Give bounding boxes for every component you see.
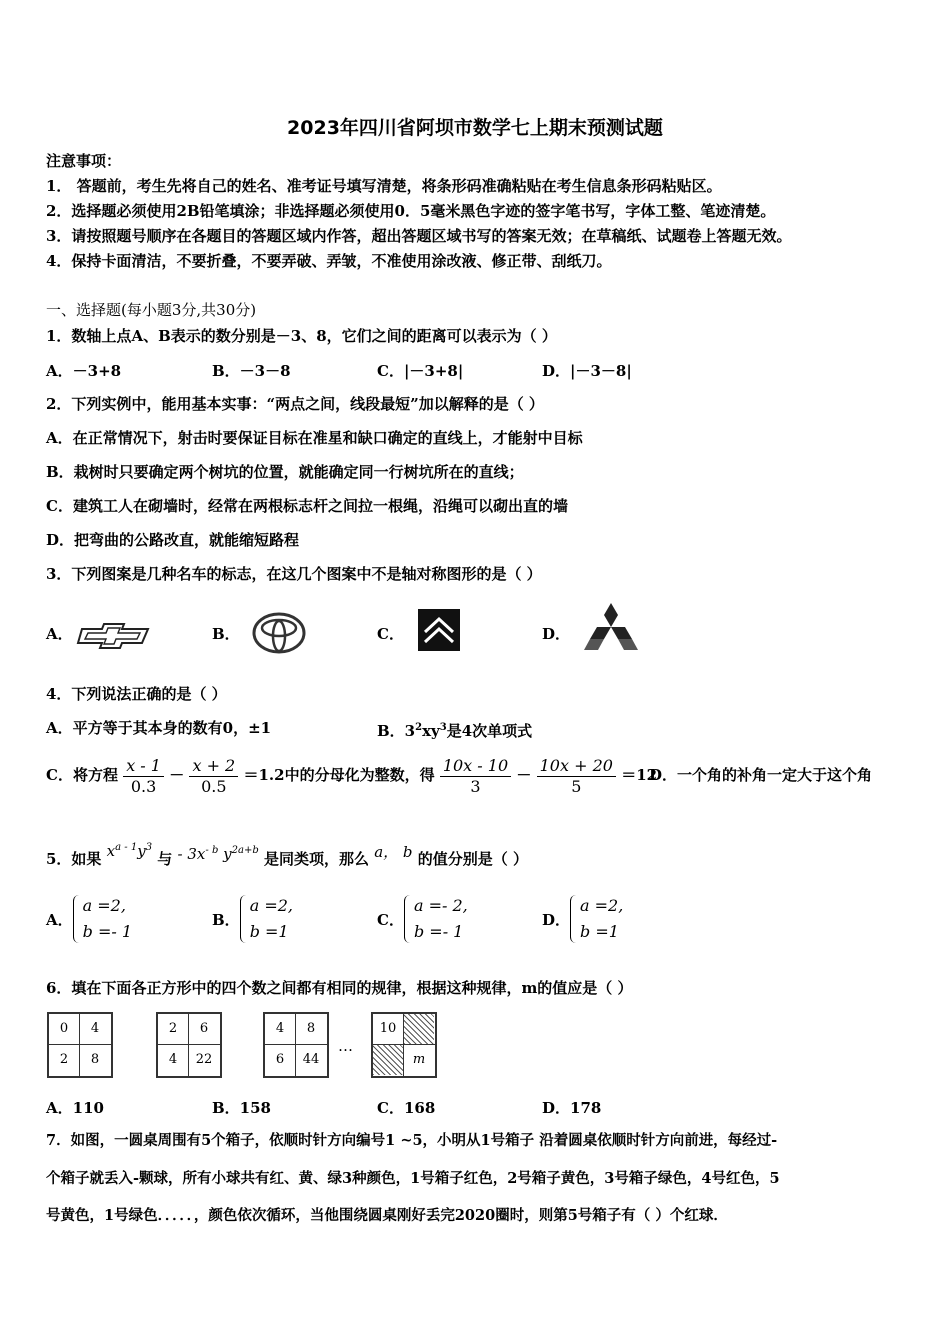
question-3-stem: 3．下列图案是几种名车的标志，在这几个图案中不是轴对称图形的是（ ） — [46, 565, 542, 583]
fraction-numerator: x - 1 — [126, 755, 161, 775]
question-7-line: 号黄色，1号绿色．．．．．，颜色依次循环，当他围绕圆桌刚好丢完2020圈时，则第5号箱子有（ ）个红球． — [46, 1207, 728, 1224]
fraction — [123, 756, 164, 797]
option-label: D． — [542, 910, 571, 929]
minus-sign: － — [516, 766, 532, 784]
option-d: D．|－3－8| — [542, 362, 632, 380]
question-5-stem — [46, 842, 529, 869]
shaded-cell — [373, 1045, 403, 1075]
question-7-line: 个箱子就丢入-颗球，所有小球共有红、黄、绿3种颜色，1号箱子红色，2号箱子黄色，3号箱子绿色，4号红色，5 — [46, 1170, 780, 1187]
option-d: D．把弯曲的公路改直，就能缩短路程 — [46, 531, 300, 549]
grid-cell: 2 — [59, 1052, 69, 1067]
brace-icon — [404, 895, 411, 943]
option-c-suffix: ＝12 — [621, 766, 658, 784]
question-1-stem: 1．数轴上点A、B表示的数分别是－3、8，它们之间的距离可以表示为（ ） — [46, 327, 557, 345]
term-2 — [178, 845, 259, 863]
fraction-numerator: 10x - 10 — [442, 755, 509, 775]
exponent: 3 — [439, 722, 447, 733]
option-c-prefix: C．将方程 — [46, 766, 118, 784]
exponent: 2 — [415, 722, 423, 733]
grid-cell: 0 — [59, 1021, 69, 1036]
notice-item: 1． 答题前，考生先将自己的姓名、准考证号填写清楚，将条形码准确粘贴在考生信息条形码粘贴区。 — [46, 177, 722, 195]
term-base: y — [223, 845, 232, 863]
stem-connector: 与 — [157, 850, 173, 868]
fraction — [537, 756, 616, 797]
question-7-line: 7．如图，一圆桌周围有5个箱子，依顺时针方向编号1 ~5，小明从1号箱子 沿着圆桌依顺时针方向前进，每经过- — [46, 1132, 778, 1149]
option-b — [377, 718, 532, 741]
option-a: A．－3+8 — [46, 362, 122, 380]
stem-suffix: 的值分别是（ ） — [417, 850, 529, 868]
option-a-label: A． — [46, 625, 73, 643]
option-label: C． — [377, 910, 404, 929]
grid-cell: 4 — [275, 1021, 285, 1036]
notice-item: 2．选择题必须使用2B铅笔填涂；非选择题必须使用0．5毫米黑色字迹的签字笔书写，字体工整、笔迹清楚。 — [46, 202, 776, 220]
question-6-options — [46, 1097, 906, 1119]
option-b-label: B． — [212, 625, 240, 643]
stem-middle: 是同类项，那么 — [263, 850, 369, 868]
grid-cell: 2 — [168, 1021, 178, 1036]
term-exponent: a - 1 — [115, 842, 138, 853]
shaded-cell — [404, 1014, 434, 1044]
fraction — [440, 756, 511, 797]
option-b-prefix: B．3 — [377, 722, 416, 740]
option-b — [212, 893, 293, 945]
option-b: B．栽树时只要确定两个树坑的位置，就能确定同一行树坑所在的直线； — [46, 463, 524, 481]
grid-cell: 4 — [90, 1021, 100, 1036]
term-base: y — [137, 842, 146, 860]
fraction-numerator: x + 2 — [192, 755, 236, 775]
option-c: C．|－3+8| — [377, 362, 464, 380]
grid-cell: 6 — [199, 1021, 209, 1036]
equation-line: a =- 2, — [413, 896, 468, 915]
page-title: 2023年四川省阿坝市数学七上期末预测试题 — [287, 117, 663, 139]
brace-icon — [570, 895, 577, 943]
equation-line: b =- 1 — [82, 922, 133, 941]
fraction-numerator: 10x + 20 — [539, 755, 613, 775]
option-b: B．－3－8 — [212, 362, 291, 380]
option-a: A．110 — [46, 1099, 104, 1117]
term-1 — [107, 842, 152, 860]
number-grid-unknown — [371, 1012, 437, 1078]
equation-line: b =1 — [580, 922, 619, 941]
grid-cell: 10 — [379, 1021, 397, 1036]
equation-system — [73, 893, 132, 945]
question-6-stem: 6．填在下面各正方形中的四个数之间都有相同的规律，根据这种规律，m的值应是（ ） — [46, 979, 633, 997]
grid-cell: 8 — [306, 1021, 316, 1036]
bowtie-logo-icon — [76, 621, 152, 651]
chevron-badge-logo-icon — [417, 608, 461, 652]
fraction-denominator: 3 — [440, 776, 511, 797]
equation-line: a =2, — [82, 896, 126, 915]
grid-cell: 4 — [168, 1052, 178, 1067]
option-c: C．建筑工人在砌墙时，经常在两根标志杆之间拉一根绳，沿绳可以砌出直的墙 — [46, 497, 568, 515]
term-exponent: 3 — [145, 842, 153, 853]
grid-cell: 44 — [302, 1052, 320, 1067]
term-coefficient: - 3x — [177, 845, 206, 863]
option-b: B．158 — [212, 1099, 271, 1117]
equation-line: b =1 — [249, 922, 289, 941]
option-d-label: D． — [542, 625, 571, 643]
number-grid — [156, 1012, 222, 1078]
option-d — [542, 893, 623, 945]
grid-cell: 22 — [195, 1052, 213, 1067]
equation-line: a =2, — [249, 896, 293, 915]
notice-item: 3．请按照题号顺序在各题目的答题区域内作答，超出答题区域书写的答案无效；在草稿纸、试题卷上答题无效。 — [46, 227, 792, 245]
number-grid — [263, 1012, 329, 1078]
term-exponent: 2a+b — [231, 845, 259, 856]
equation-system — [570, 893, 623, 945]
fraction-denominator: 0.5 — [189, 776, 238, 797]
option-d: D．一个角的补角一定大于这个角 — [649, 766, 873, 784]
equation-system — [240, 893, 293, 945]
option-a — [46, 893, 132, 945]
notice-item: 4．保持卡面清洁，不要折叠，不要弄破、弄皱，不准使用涂改液、修正带、刮纸刀。 — [46, 252, 612, 270]
equation-system — [404, 893, 468, 945]
grid-cell: 8 — [90, 1052, 100, 1067]
option-b-suffix: 是4次单项式 — [446, 722, 533, 740]
number-grid — [47, 1012, 113, 1078]
oval-logo-icon — [252, 612, 306, 654]
brace-icon — [73, 895, 80, 943]
notice-heading: 注意事项： — [46, 152, 122, 170]
grid-cell: 6 — [275, 1052, 285, 1067]
brace-icon — [240, 895, 247, 943]
option-c-middle: ＝1.2中的分母化为整数，得 — [243, 766, 435, 784]
fraction — [189, 756, 238, 797]
question-1-options — [46, 360, 906, 382]
three-diamond-logo-icon — [583, 602, 639, 652]
ellipsis: … — [338, 1037, 353, 1055]
option-c — [46, 752, 657, 798]
option-c-label: C． — [377, 625, 404, 643]
equation-line: a =2, — [580, 896, 624, 915]
term-base: x — [106, 842, 116, 860]
equation-line: b =- 1 — [413, 922, 464, 941]
question-5-options — [46, 893, 906, 949]
minus-sign: － — [169, 766, 185, 784]
option-b-variables: xy — [422, 722, 440, 740]
stem-prefix: 5．如果 — [46, 850, 102, 868]
question-2-stem: 2．下列实例中，能用基本实事：“两点之间，线段最短”加以解释的是（ ） — [46, 395, 544, 413]
option-a: A．平方等于其本身的数有0，±1 — [46, 719, 272, 737]
fraction-denominator: 0.3 — [123, 776, 164, 797]
option-label: A． — [46, 910, 73, 929]
term-exponent: - b — [205, 845, 219, 856]
question-4-stem: 4．下列说法正确的是（ ） — [46, 685, 227, 703]
option-c — [377, 893, 468, 945]
fraction-denominator: 5 — [537, 776, 616, 797]
option-label: B． — [212, 910, 240, 929]
option-a: A．在正常情况下，射击时要保证目标在准星和缺口确定的直线上，才能射中目标 — [46, 429, 583, 447]
section-heading: 一、选择题(每小题3分,共30分) — [46, 301, 257, 319]
stem-variables: a， b — [374, 843, 413, 861]
option-c: C．168 — [377, 1099, 436, 1117]
option-d: D．178 — [542, 1099, 602, 1117]
grid-cell-unknown: m — [412, 1052, 426, 1067]
